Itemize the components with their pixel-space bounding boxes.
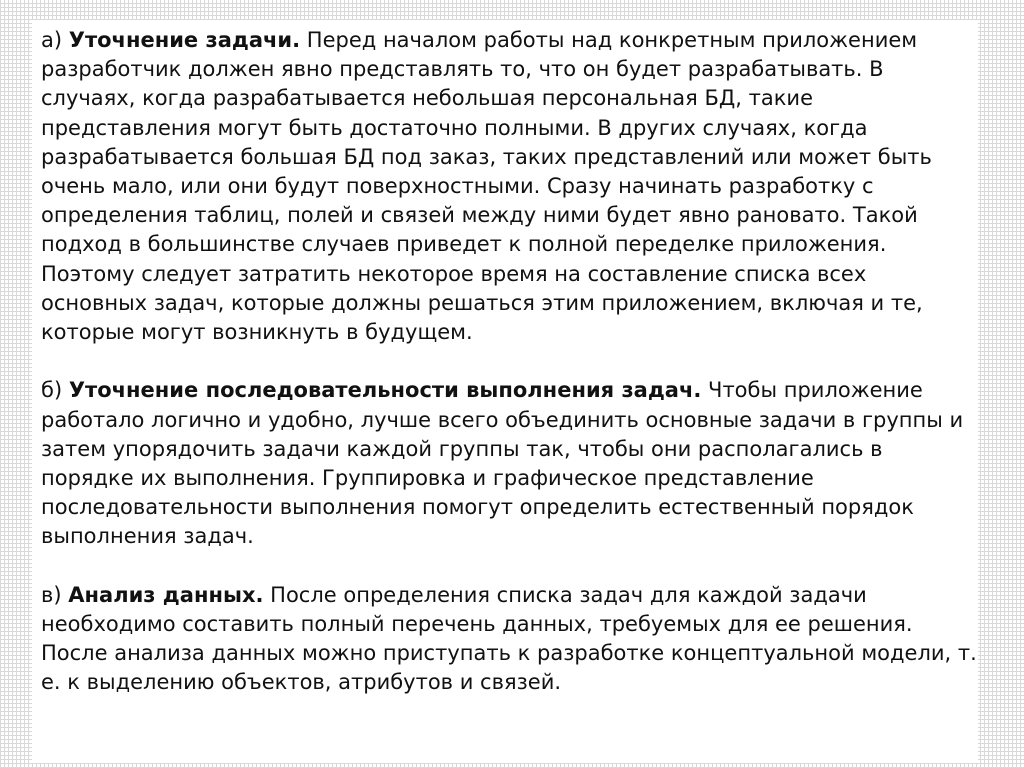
- paragraph-a-text: Перед началом работы над конкретным приложением разработчик должен явно представлять то, что он будет разрабатывать. В случаях, когда разрабатывается небольшая персональная БД, такие представления могут быть достаточно полными. В других случаях, когда разрабатывается большая БД под заказ, таких представлений или может быть очень мало, или они будут поверхностными. Сразу начинать разработку с определения таблиц, полей и связей между ними будет явно рановато. Такой подход в большинстве случаев приведет к полной переделке приложения. Поэтому следует затратить некоторое время на составление списка всех основных задач, которые должны решаться этим приложением, включая и те, которые могут возникнуть в будущем.: [41, 28, 932, 345]
- paragraph-a-heading: Уточнение задачи.: [68, 28, 301, 52]
- paragraph-b: [41, 376, 978, 551]
- paragraph-b-heading: Уточнение последовательности выполнения задач.: [68, 378, 702, 403]
- paragraph-b-marker: б): [41, 378, 63, 403]
- paragraph-c-marker: в): [41, 582, 62, 607]
- paragraph-c-text: После определения списка задач для каждой задачи необходимо составить полный перечень данных, требуемых для ее решения. После анализа данных можно приступать к разработке концептуальной модели, т. е. к выделению объектов, атрибутов и связей.: [41, 582, 977, 695]
- slide-content: [32, 20, 978, 763]
- paragraph-a-marker: а): [41, 28, 63, 52]
- paragraph-b-text: Чтобы приложение работало логично и удобно, лучше всего объединить основные задачи в группы и затем упорядочить задачи каждой группы так, чтобы они располагались в порядке их выполнения. Группировка и графическое представление последовательности выполнения помогут определить естественный порядок выполнения задач.: [41, 378, 964, 549]
- paragraph-a: [41, 26, 978, 347]
- paragraph-c: [41, 581, 978, 698]
- paragraph-c-heading: Анализ данных.: [68, 582, 264, 607]
